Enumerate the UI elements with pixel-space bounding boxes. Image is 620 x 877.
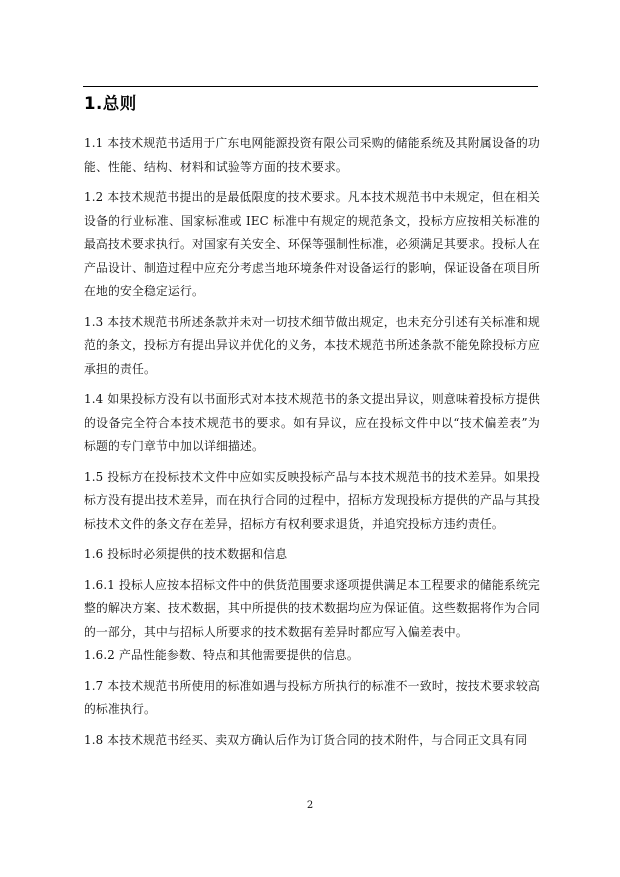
paragraph-1-5: 1.5 投标方在投标技术文件中应如实反映投标产品与本技术规范书的技术差异。如果投标方没有提出技术差异，而在执行合同的过程中，招标方发现投标方提供的产品与其投标技术文件的条文存在差异，招标方有权利要求退货，并追究投标方违约责任。 xyxy=(84,469,540,531)
paragraph-1-8: 1.8 本技术规范书经买、卖双方确认后作为订货合同的技术附件，与合同正文具有同 xyxy=(84,732,528,747)
paragraph-1-2: 1.2 本技术规范书提出的是最低限度的技术要求。凡本技术规范书中未规定，但在相关设备的行业标准、国家标准或 IEC 标准中有规定的规范条文，投标方应按相关标准的最高技术要求执行。对国家有关安全、环保等强制性标准，必须满足其要求。投标人在产品设计、制造过程中应充分考虑当地环境条件对设备运行的影响，保证设备在项目所在地的安全稳定运行。 xyxy=(84,190,540,298)
paragraph-1-6-1: 1.6.1 投标人应按本招标文件中的供货范围要求逐项提供满足本工程要求的储能系统完整的解决方案、技术数据，其中所提供的技术数据均应为保证值。这些数据将作为合同的一部分，其中与招标人所要求的技术数据有差异时都应写入偏差表中。 xyxy=(84,577,540,639)
paragraph-1-6: 1.6 投标时必须提供的技术数据和信息 xyxy=(84,547,288,561)
paragraph-1-4: 1.4 如果投标方没有以书面形式对本技术规范书的条文提出异议，则意味着投标方提供的设备完全符合本技术规范书的要求。如有异议，应在投标文件中以“技术偏差表”为标题的专门章节中加以详细描述。 xyxy=(84,392,540,453)
section-title: 1.总则 xyxy=(84,94,137,113)
body-text xyxy=(84,132,540,759)
page-number: 2 xyxy=(306,800,314,811)
paragraph-1-6-2: 1.6.2 产品性能参数、特点和其他需要提供的信息。 xyxy=(84,648,359,662)
paragraph-1-1: 1.1 本技术规范书适用于广东电网能源投资有限公司采购的储能系统及其附属设备的功能、性能、结构、材料和试验等方面的技术要求。 xyxy=(84,136,540,174)
paragraph-1-7: 1.7 本技术规范书所使用的标准如遇与投标方所执行的标准不一致时，按技术要求较高的标准执行。 xyxy=(84,678,540,716)
header-rule xyxy=(83,86,538,87)
paragraph-1-3: 1.3 本技术规范书所述条款并未对一切技术细节做出规定，也未充分引述有关标准和规范的条文，投标方有提出异议并优化的义务，本技术规范书所述条款不能免除投标方应承担的责任。 xyxy=(84,314,540,376)
